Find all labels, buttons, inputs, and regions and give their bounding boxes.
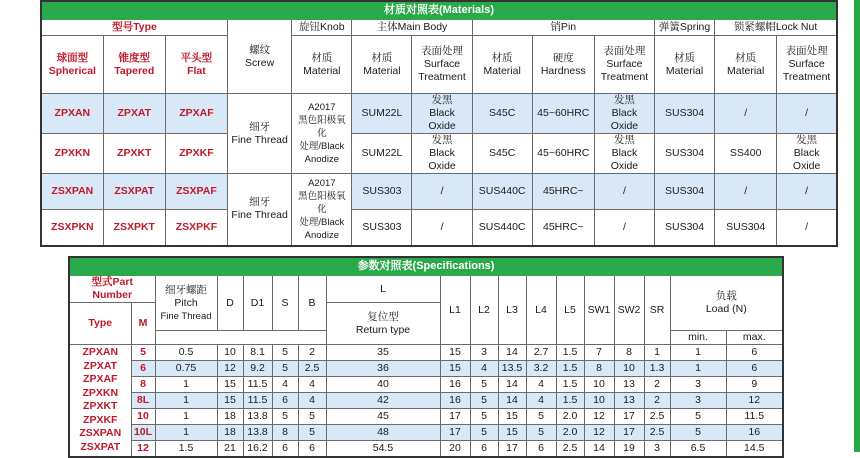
pin-material-header: 材质 Material [472,36,532,94]
knob-material-header: 材质 Material [292,36,352,94]
col-sw1: SW1 [584,276,614,345]
screw-fine-thread: 细牙 Fine Thread [228,174,292,246]
load-min-header: min. [670,331,726,345]
type-header: Type [69,303,131,345]
spec-row: 10L 1 18 13.8 8 5 48 17 5 15 5 2.0 12 17 2.5 5 16 [69,425,783,441]
material-row: ZSXPKN ZSXPKT ZSXPKF SUS303 / SUS440C 45HRC~ / SUS304 SUS304 / [41,210,837,246]
specs-title: 参数对照表(Specifications) [69,257,783,276]
col-l5: L5 [556,276,584,345]
col-sr: SR [644,276,670,345]
body-surface-header: 表面处理 Surface Treatment [412,36,472,94]
knob-material: A2017 黑色阳极氧化 处理/Black Anodize [292,94,352,174]
tapered-header: 锥度型 Tapered [103,36,165,94]
spec-row: 8L 1 15 11.5 6 4 42 16 5 14 4 1.5 10 13 2 3 12 [69,393,783,409]
spherical-header: 球面型 Spherical [41,36,103,94]
screw-fine-thread: 细牙 Fine Thread [228,94,292,174]
pin-hardness-header: 硬度 Hardness [532,36,594,94]
col-l1: L1 [440,276,470,345]
spec-row: 10 1 18 13.8 5 5 45 17 5 15 5 2.0 12 17 2.5 5 11.5 [69,409,783,425]
pin-surface-header: 表面处理 Surface Treatment [594,36,654,94]
spec-row: 6 0.75 12 9.2 5 2.5 36 15 4 13.5 3.2 1.5 8 10 1.3 1 6 [69,361,783,377]
spring-header: 弹簧Spring [654,20,714,36]
body-material-header: 材质 Material [352,36,412,94]
col-d: D [217,276,243,331]
material-row: ZPXAN ZPXAT ZPXAF 细牙 Fine Thread A2017 黑色阳极氧化 处理/Black Anodize SUM22L 发黑 Black Oxide S45C 45~60HRC 发黑 Black Oxide SUS304 / / [41,94,837,134]
col-l: L [326,276,440,303]
spring-material-header: 材质 Material [654,36,714,94]
col-s: S [272,276,298,331]
pitch-header: 细牙螺距 Pitch Fine Thread [155,276,217,331]
knob-material: A2017 黑色阳极氧化 处理/Black Anodize [292,174,352,246]
material-row: ZSXPAN ZSXPAT ZSXPAF 细牙 Fine Thread A2017 黑色阳极氧化 处理/Black Anodize SUS303 / SUS440C 45HRC~ / SUS304 / / [41,174,837,210]
nut-surface-header: 表面处理 Surface Treatment [777,36,837,94]
materials-title: 材质对照表(Materials) [41,1,837,20]
locknut-header: 锁紧螺帽Lock Nut [715,20,837,36]
col-sw2: SW2 [614,276,644,345]
nut-material-header: 材质 Material [715,36,777,94]
side-accent-strip [854,0,860,452]
type-list: ZPXAN ZPXAT ZPXAF ZPXKN ZPXKT ZPXKF ZSXPAN ZSXPAT [69,345,131,457]
col-b: B [298,276,326,331]
load-max-header: max. [726,331,783,345]
screw-header: 螺纹 Screw [228,20,292,94]
knob-header: 旋钮Knob [292,20,352,36]
pin-header: 销Pin [472,20,654,36]
material-row: ZPXKN ZPXKT ZPXKF SUM22L 发黑 Black Oxide S45C 45~60HRC 发黑 Black Oxide SUS304 SS400 发黑 Black Oxide [41,134,837,174]
spec-row: ZPXAN ZPXAT ZPXAF ZPXKN ZPXKT ZPXKF ZSXPAN ZSXPAT 5 0.5 10 8.1 5 2 35 15 3 14 2.7 1.5 7 8 1 1 6 [69,345,783,361]
col-l4: L4 [526,276,556,345]
part-number-header: 型式Part Number [69,276,155,303]
load-header: 负载 Load (N) [670,276,783,331]
m-header: M [131,303,155,345]
spec-row: 12 1.5 21 16.2 6 6 54.5 20 6 17 6 2.5 14 19 3 6.5 14.5 [69,441,783,457]
col-l2: L2 [470,276,498,345]
col-d1: D1 [243,276,272,331]
spec-row: 8 1 15 11.5 4 4 40 16 5 14 4 1.5 10 13 2 3 9 [69,377,783,393]
return-type-header: 复位型 Return type [326,303,440,345]
model-type-header: 型号Type [41,20,228,36]
flat-header: 平头型 Flat [165,36,227,94]
materials-table [40,0,838,247]
main-body-header: 主体Main Body [352,20,472,36]
col-l3: L3 [498,276,526,345]
specifications-table [68,256,784,458]
